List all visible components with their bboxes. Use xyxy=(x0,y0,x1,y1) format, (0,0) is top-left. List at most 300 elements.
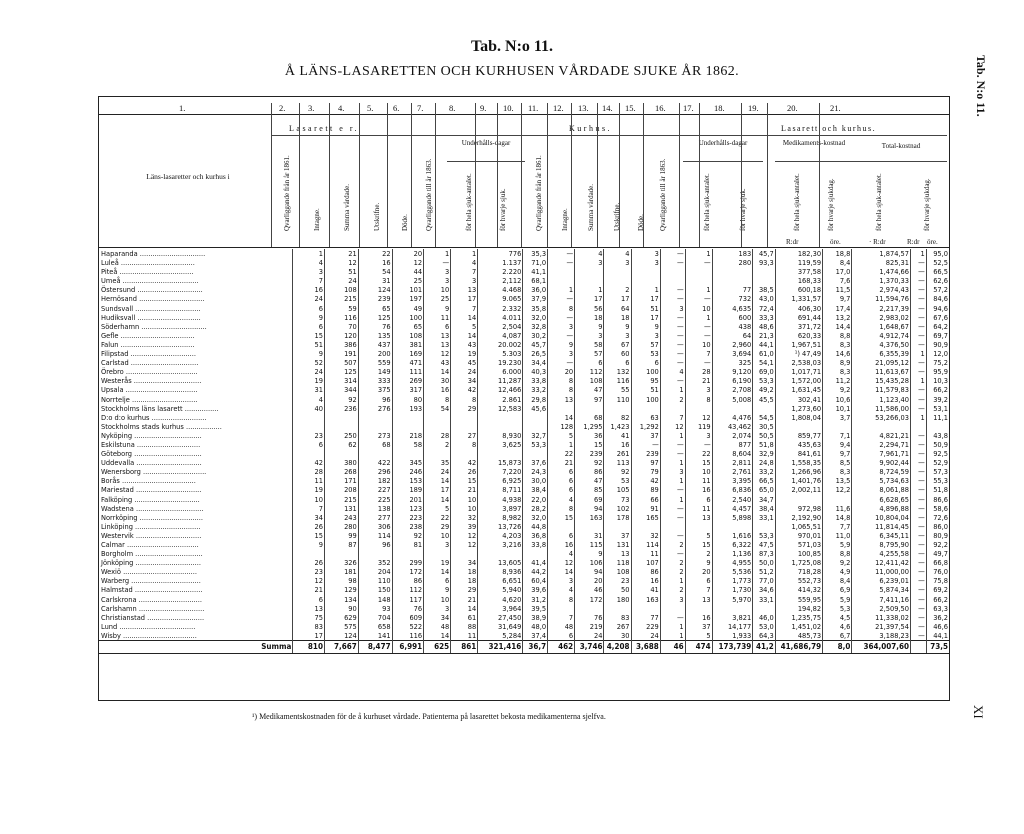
table-cell: 50,9 xyxy=(926,440,949,449)
header-k-summa: Summa vårdade. xyxy=(587,183,595,231)
table-cell: 4,938 xyxy=(478,495,523,504)
table-cell: 38,4 xyxy=(523,485,548,494)
table-cell: 7,6 xyxy=(823,276,852,285)
table-cell: 1,967,51 xyxy=(775,340,822,349)
table-cell: 35,8 xyxy=(523,304,548,313)
table-cell: 5,898 xyxy=(712,513,753,522)
table-cell: 21 xyxy=(293,585,325,594)
table-cell xyxy=(753,522,776,531)
table-cell: — xyxy=(911,622,927,631)
table-cell: 1,874,57 xyxy=(852,249,911,258)
table-cell: 10 xyxy=(685,467,712,476)
table-cell: 1 xyxy=(685,285,712,294)
table-cell xyxy=(358,449,392,458)
table-cell: 841,61 xyxy=(775,449,822,458)
table-cell: 94 xyxy=(575,567,604,576)
table-cell: 47 xyxy=(575,476,604,485)
table-cell: 10,3 xyxy=(926,376,949,385)
table-cell: 150 xyxy=(358,585,392,594)
table-cell: 10 xyxy=(685,304,712,313)
table-cell: 3,897 xyxy=(478,504,523,513)
table-cell: 39,5 xyxy=(523,604,548,613)
table-cell: 9,4 xyxy=(823,440,852,449)
table-cell: 34 xyxy=(424,613,451,622)
table-cell: 44 xyxy=(392,267,424,276)
table-cell: 2,538,03 xyxy=(775,358,822,367)
table-cell: 189 xyxy=(392,485,424,494)
table-cell xyxy=(451,449,478,458)
table-cell: 32,7 xyxy=(523,431,548,440)
table-cell: 41 xyxy=(604,431,631,440)
table-cell: 317 xyxy=(392,385,424,394)
table-cell: 51,8 xyxy=(753,440,776,449)
table-cell xyxy=(660,276,685,285)
table-cell: 53 xyxy=(631,349,660,358)
table-cell: 86 xyxy=(392,576,424,585)
table-cell: 1,572,00 xyxy=(775,376,822,385)
table-cell: 8,3 xyxy=(823,467,852,476)
table-cell: 34 xyxy=(293,513,325,522)
table-cell: 12 xyxy=(451,531,478,540)
table-cell: — xyxy=(660,294,685,303)
table-cell: 4,620 xyxy=(478,595,523,604)
table-cell: 14 xyxy=(451,331,478,340)
table-cell xyxy=(548,276,575,285)
table-cell: 39,6 xyxy=(523,585,548,594)
summa-cell: 73,5 xyxy=(926,641,949,654)
table-cell: 27,450 xyxy=(478,613,523,622)
table-cell: — xyxy=(660,485,685,494)
table-cell: 8,795,90 xyxy=(852,540,911,549)
table-cell: 43 xyxy=(424,358,451,367)
unit-ore-2: öre. xyxy=(927,238,938,246)
table-cell: 1,933 xyxy=(712,631,753,641)
table-cell: 37 xyxy=(604,531,631,540)
table-cell: 24 xyxy=(293,294,325,303)
table-cell: 68,1 xyxy=(523,276,548,285)
column-number: 14. xyxy=(602,103,613,113)
table-subtitle: Å LÄNS-LASARETTEN OCH KURHUSEN VÅRDADE SJUKE ÅR 1862. xyxy=(284,64,740,79)
table-cell xyxy=(753,404,776,413)
table-cell: 3 xyxy=(424,604,451,613)
header-k-utskrifne: Utskrifne. xyxy=(613,202,621,231)
table-cell: 108 xyxy=(324,285,358,294)
column-number: 1. xyxy=(179,103,186,113)
table-cell: 120 xyxy=(324,331,358,340)
row-name: Hudiksvall .............................. xyxy=(101,312,201,322)
table-cell: 12 xyxy=(451,540,478,549)
table-cell: — xyxy=(660,249,685,258)
table-cell: 66 xyxy=(631,495,660,504)
table-cell: 8,061,88 xyxy=(852,485,911,494)
table-cell: 218 xyxy=(392,431,424,440)
summa-cell: 41,2 xyxy=(753,641,776,654)
table-cell: 1,123,40 xyxy=(852,395,911,404)
table-cell: 3 xyxy=(548,349,575,358)
table-cell: — xyxy=(911,613,927,622)
table-cell: — xyxy=(660,440,685,449)
table-cell: 45,7 xyxy=(523,340,548,349)
table-cell: 112 xyxy=(392,585,424,594)
data-table xyxy=(99,249,949,654)
table-cell: 219 xyxy=(575,622,604,631)
table-cell xyxy=(926,422,949,431)
table-cell: 131 xyxy=(604,540,631,549)
table-row xyxy=(99,331,949,340)
column-number: 10. xyxy=(503,103,514,113)
table-cell: — xyxy=(660,513,685,522)
table-cell: — xyxy=(911,285,927,294)
table-cell: 4 xyxy=(575,249,604,258)
table-cell: 17 xyxy=(451,294,478,303)
table-cell: 6 xyxy=(548,631,575,641)
table-cell: 21 xyxy=(548,458,575,467)
table-cell xyxy=(548,404,575,413)
table-cell: 8,3 xyxy=(823,340,852,349)
table-cell: 268 xyxy=(324,467,358,476)
table-cell: 6 xyxy=(685,495,712,504)
header-intagne: Intagne. xyxy=(313,208,321,231)
table-cell: 100,85 xyxy=(775,549,822,558)
row-name: Westerås ................................ xyxy=(101,376,202,386)
table-cell: — xyxy=(911,313,927,322)
statistics-table-frame xyxy=(98,96,950,701)
table-cell: — xyxy=(911,522,927,531)
table-cell: 12 xyxy=(548,558,575,567)
row-name: Hernösand ............................... xyxy=(101,294,205,304)
table-cell: — xyxy=(911,431,927,440)
row-name: Norrtelje ............................... xyxy=(101,394,198,404)
table-cell: 138 xyxy=(358,504,392,513)
table-cell: 11,0 xyxy=(823,531,852,540)
table-cell: 215 xyxy=(324,495,358,504)
table-cell: 67 xyxy=(604,340,631,349)
table-cell xyxy=(424,413,451,422)
table-cell: 61,0 xyxy=(753,349,776,358)
table-cell: 62 xyxy=(324,440,358,449)
table-cell: 42 xyxy=(451,458,478,467)
table-cell: 239 xyxy=(631,449,660,458)
unit-rdr-3: R:dr xyxy=(907,238,920,246)
table-cell: 7,7 xyxy=(823,522,852,531)
table-cell xyxy=(604,522,631,531)
column-number: 19. xyxy=(748,103,759,113)
table-cell: 15 xyxy=(548,513,575,522)
table-cell: 22 xyxy=(358,249,392,258)
table-cell: 2,294,71 xyxy=(852,440,911,449)
table-cell: 65 xyxy=(392,322,424,331)
table-cell: 75,2 xyxy=(926,358,949,367)
table-cell: — xyxy=(911,385,927,394)
row-name: Mariestad ............................... xyxy=(101,485,202,495)
table-cell xyxy=(478,422,523,431)
row-name: Falun ................................... xyxy=(101,339,195,349)
table-cell: 49 xyxy=(392,304,424,313)
table-row xyxy=(99,540,949,549)
table-cell: 67,6 xyxy=(926,313,949,322)
table-cell: 296 xyxy=(358,467,392,476)
table-cell: 64,3 xyxy=(753,631,776,641)
table-cell: 9,2 xyxy=(823,558,852,567)
column-number: 4. xyxy=(338,103,345,113)
table-cell: 14 xyxy=(548,413,575,422)
table-cell: — xyxy=(911,395,927,404)
table-cell: 108 xyxy=(392,331,424,340)
table-cell: 49,2 xyxy=(753,385,776,394)
summa-cell: 3,688 xyxy=(631,641,660,654)
table-cell: 76 xyxy=(392,604,424,613)
table-cell xyxy=(548,267,575,276)
table-cell: 16 xyxy=(548,540,575,549)
table-cell: 13,2 xyxy=(823,313,852,322)
table-cell: 269 xyxy=(392,376,424,385)
row-name: Norrköping .............................. xyxy=(101,512,203,522)
table-cell xyxy=(604,267,631,276)
table-cell: 4,912,74 xyxy=(852,331,911,340)
table-title: Tab. N:o 11. xyxy=(470,38,554,55)
table-cell: 1,423 xyxy=(604,422,631,431)
table-row xyxy=(99,476,949,485)
table-cell: 7,411,16 xyxy=(852,595,911,604)
table-cell: 51,8 xyxy=(926,485,949,494)
table-cell: 9 xyxy=(293,540,325,549)
table-cell: 16 xyxy=(358,258,392,267)
table-row xyxy=(99,440,949,449)
table-cell: 14 xyxy=(424,476,451,485)
table-cell: 7,220 xyxy=(478,467,523,476)
table-cell: 7,961,71 xyxy=(852,449,911,458)
table-cell: 16 xyxy=(293,285,325,294)
table-cell xyxy=(685,276,712,285)
table-cell: 406,30 xyxy=(775,304,822,313)
table-cell: 50,5 xyxy=(753,431,776,440)
table-cell: 36,8 xyxy=(523,531,548,540)
table-cell: 101 xyxy=(392,285,424,294)
table-cell: 16 xyxy=(424,385,451,394)
table-cell: — xyxy=(911,358,927,367)
table-cell: 5,874,34 xyxy=(852,585,911,594)
table-cell: 600,18 xyxy=(775,285,822,294)
table-cell: 34 xyxy=(451,558,478,567)
table-cell: 1 xyxy=(575,285,604,294)
table-cell: 3 xyxy=(604,331,631,340)
table-cell: — xyxy=(911,267,927,276)
table-cell: 44,1 xyxy=(753,340,776,349)
table-cell: 10,1 xyxy=(823,404,852,413)
table-cell: 691,44 xyxy=(775,313,822,322)
table-cell: 57 xyxy=(631,340,660,349)
table-cell: 36 xyxy=(575,431,604,440)
table-cell: 8,604 xyxy=(712,449,753,458)
table-cell: 94 xyxy=(575,504,604,513)
table-cell: 1,292 xyxy=(631,422,660,431)
table-cell: 5,3 xyxy=(823,604,852,613)
table-cell: 22,0 xyxy=(523,495,548,504)
table-cell: 24 xyxy=(324,276,358,285)
row-name: Luleå ................................... xyxy=(101,258,195,268)
column-number: 6. xyxy=(393,103,400,113)
table-cell: — xyxy=(911,595,927,604)
table-cell: 1 xyxy=(660,495,685,504)
table-cell: 93,3 xyxy=(753,258,776,267)
table-cell: 12,0 xyxy=(926,349,949,358)
header-for-hvarje: för hvarje sjuk. xyxy=(499,188,507,231)
table-cell: — xyxy=(660,340,685,349)
table-cell: 9 xyxy=(575,549,604,558)
table-cell: 4,955 xyxy=(712,558,753,567)
table-cell: 3,216 xyxy=(478,540,523,549)
table-cell: — xyxy=(660,358,685,367)
header-k-q-from: Qvarliggande från år 1861. xyxy=(535,155,543,231)
table-cell xyxy=(478,413,523,422)
table-cell: 40 xyxy=(293,404,325,413)
table-cell: 30,2 xyxy=(523,331,548,340)
table-row xyxy=(99,513,949,522)
table-cell: 5 xyxy=(451,322,478,331)
table-cell: 972,98 xyxy=(775,504,822,513)
table-cell: 5 xyxy=(548,431,575,440)
header-medik: Medikaments-kostnad xyxy=(782,139,846,147)
table-cell: 13,605 xyxy=(478,558,523,567)
table-cell: 72,4 xyxy=(753,304,776,313)
table-cell: 132 xyxy=(604,367,631,376)
table-cell: 15 xyxy=(685,540,712,549)
table-cell: 95 xyxy=(631,376,660,385)
table-cell: 27 xyxy=(451,431,478,440)
table-cell: 63 xyxy=(631,413,660,422)
table-cell: 485,73 xyxy=(775,631,822,641)
row-name: Eskilstuna .............................. xyxy=(101,439,201,449)
table-cell xyxy=(548,604,575,613)
table-cell: 17 xyxy=(293,631,325,641)
table-cell: 6,355,39 xyxy=(852,349,911,358)
table-cell: 1,273,60 xyxy=(775,404,822,413)
table-cell: 58 xyxy=(392,440,424,449)
table-cell: 522 xyxy=(392,622,424,631)
table-cell: 5.303 xyxy=(478,349,523,358)
table-cell: 57,3 xyxy=(926,467,949,476)
table-cell: — xyxy=(911,567,927,576)
table-cell: 98 xyxy=(324,576,358,585)
table-cell: 83 xyxy=(604,613,631,622)
table-cell: 4 xyxy=(604,249,631,258)
table-cell: 4,255,58 xyxy=(852,549,911,558)
table-cell: 100 xyxy=(392,313,424,322)
table-cell xyxy=(451,422,478,431)
table-cell: 414,32 xyxy=(775,585,822,594)
table-cell: 3,7 xyxy=(823,413,852,422)
table-cell: 8,8 xyxy=(823,549,852,558)
table-cell: 85 xyxy=(575,485,604,494)
table-cell: — xyxy=(911,440,927,449)
table-cell: 3 xyxy=(631,258,660,267)
table-cell: — xyxy=(911,504,927,513)
summa-row xyxy=(99,641,949,654)
table-cell: 92,2 xyxy=(926,540,949,549)
summa-cell: 474 xyxy=(685,641,712,654)
table-cell: — xyxy=(911,367,927,376)
table-row xyxy=(99,276,949,285)
row-name: Wenersborg .............................. xyxy=(101,467,207,477)
table-cell: 94,6 xyxy=(926,304,949,313)
table-cell: 108 xyxy=(604,567,631,576)
table-cell xyxy=(358,413,392,422)
table-cell: 6 xyxy=(424,576,451,585)
table-cell: 7 xyxy=(685,349,712,358)
row-name: D:o d:o kurhus .......................... xyxy=(101,412,207,422)
table-cell: 51 xyxy=(293,340,325,349)
table-cell: 36,0 xyxy=(523,285,548,294)
table-cell: 82 xyxy=(604,413,631,422)
table-cell: 20 xyxy=(392,249,424,258)
table-cell: 776 xyxy=(478,249,523,258)
table-cell: 345 xyxy=(392,458,424,467)
table-cell: 73 xyxy=(604,495,631,504)
table-cell: 2 xyxy=(604,285,631,294)
table-cell: 3 xyxy=(660,304,685,313)
table-cell: 7,1 xyxy=(823,431,852,440)
table-cell: 7 xyxy=(548,613,575,622)
table-cell: 2,960 xyxy=(712,340,753,349)
table-cell: 8,9 xyxy=(823,358,852,367)
table-cell: 182 xyxy=(358,476,392,485)
table-cell: 19 xyxy=(451,349,478,358)
table-row xyxy=(99,449,949,458)
table-cell xyxy=(685,604,712,613)
table-cell: — xyxy=(660,376,685,385)
table-cell: 43,462 xyxy=(712,422,753,431)
table-cell: 2,540 xyxy=(712,495,753,504)
table-cell: — xyxy=(911,585,927,594)
table-cell: 9,902,44 xyxy=(852,458,911,467)
table-cell: 114 xyxy=(358,531,392,540)
table-cell: 26 xyxy=(293,558,325,567)
table-cell: 88 xyxy=(451,622,478,631)
table-cell: 6 xyxy=(575,358,604,367)
table-cell: 7 xyxy=(451,304,478,313)
table-cell: 5,008 xyxy=(712,395,753,404)
table-cell: — xyxy=(911,476,927,485)
table-cell: 8 xyxy=(548,304,575,313)
table-cell: 280 xyxy=(324,522,358,531)
table-cell: 4,5 xyxy=(823,613,852,622)
table-cell: 3 xyxy=(660,595,685,604)
table-cell: 1,331,57 xyxy=(775,294,822,303)
table-cell xyxy=(523,449,548,458)
table-cell: 89 xyxy=(631,485,660,494)
table-cell: 90 xyxy=(324,604,358,613)
table-cell: 52 xyxy=(293,358,325,367)
table-cell: 559 xyxy=(358,358,392,367)
row-name: Wexiö ................................... xyxy=(101,567,197,577)
table-cell: 90,9 xyxy=(926,340,949,349)
table-cell xyxy=(712,267,753,276)
table-cell xyxy=(660,604,685,613)
table-cell: 13 xyxy=(604,549,631,558)
table-cell: 53,0 xyxy=(753,622,776,631)
table-cell: 9 xyxy=(293,313,325,322)
table-cell: 68 xyxy=(575,413,604,422)
table-cell: 4 xyxy=(548,495,575,504)
table-cell: 381 xyxy=(392,340,424,349)
table-cell: 19 xyxy=(424,558,451,567)
table-cell: 33,2 xyxy=(753,467,776,476)
table-cell: — xyxy=(660,313,685,322)
table-cell xyxy=(424,549,451,558)
table-cell: 9 xyxy=(575,322,604,331)
table-cell: 3,964 xyxy=(478,604,523,613)
table-cell: 25 xyxy=(392,276,424,285)
